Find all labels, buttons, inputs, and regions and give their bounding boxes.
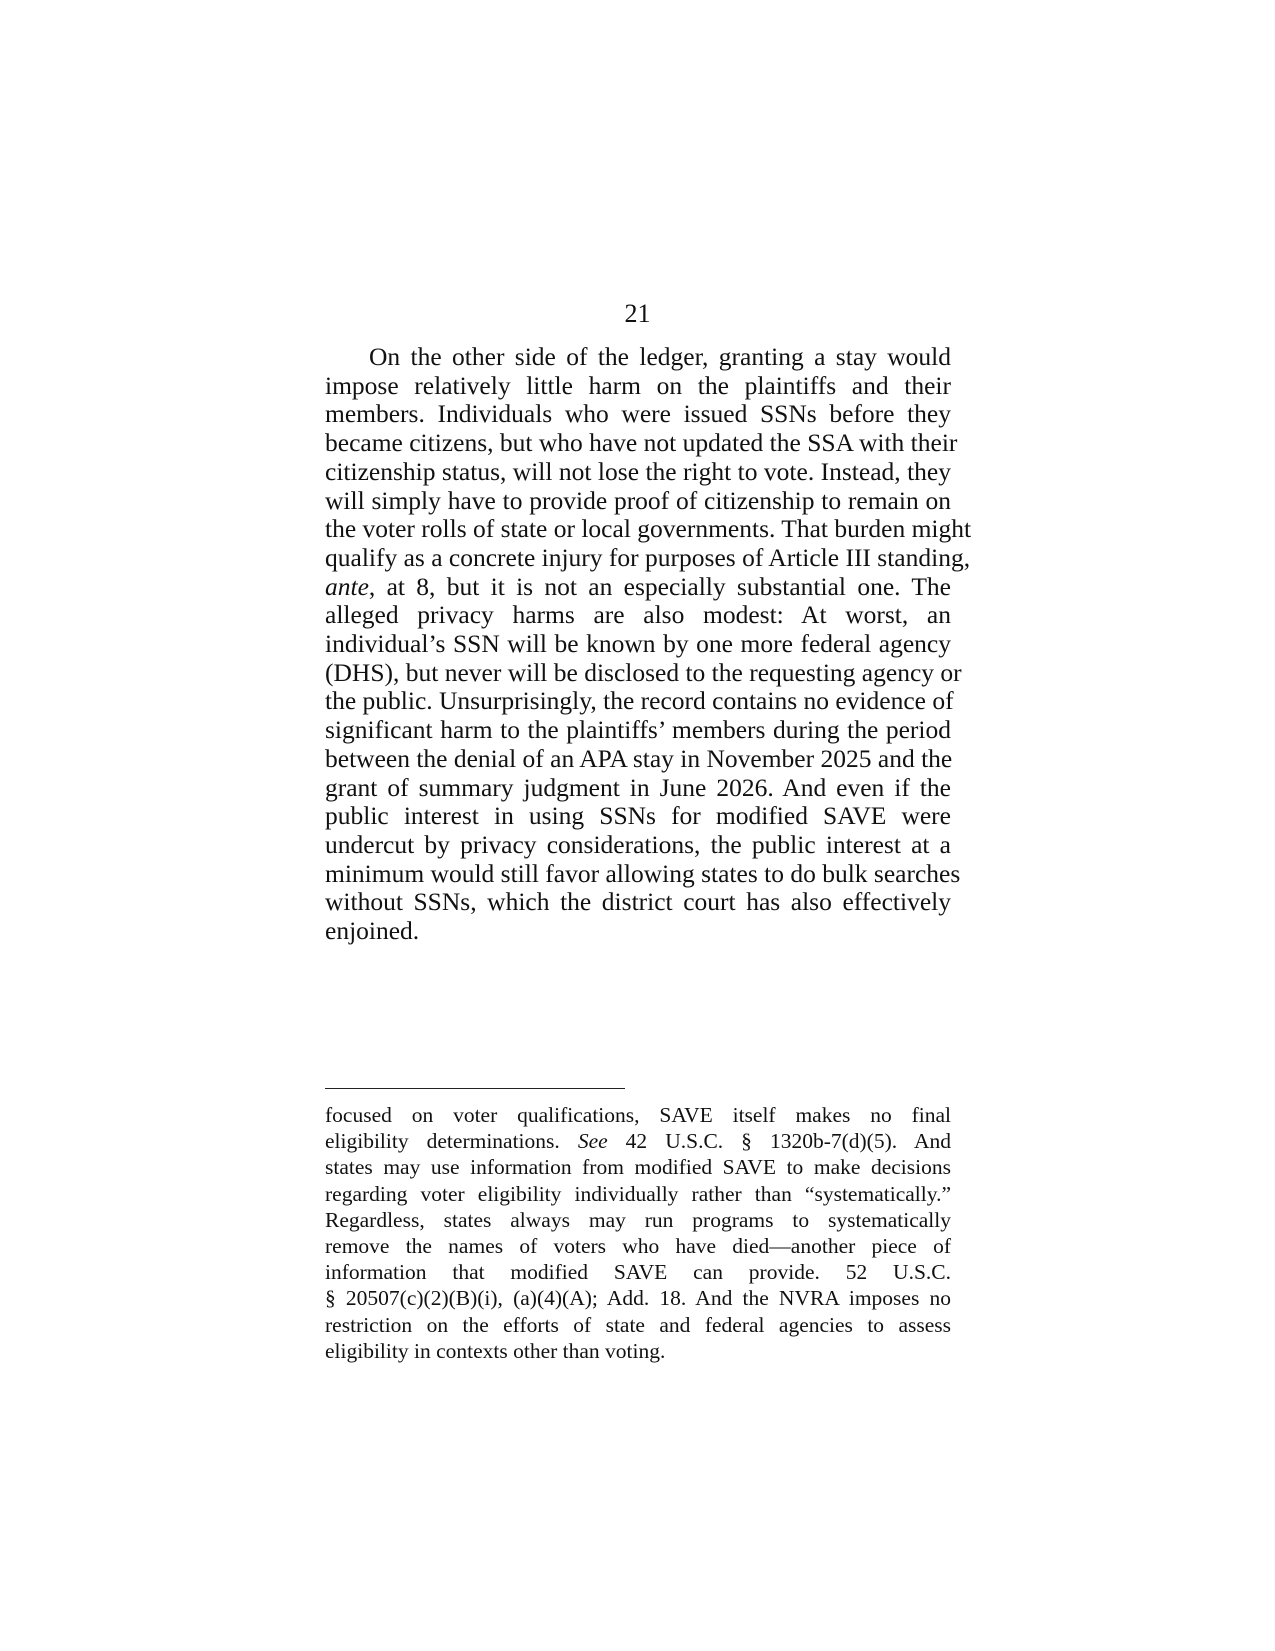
body-line: undercut by privacy considerations, the public interest at a: [325, 829, 951, 859]
body-line: On the other side of the ledger, granting a stay would: [369, 342, 951, 371]
footnote-line-start: eligibility determinations.: [325, 1129, 578, 1154]
body-line: (DHS), but never will be disclosed to the requesting agency or: [325, 657, 962, 687]
footnote-line: restriction on the efforts of state and federal agencies to assess: [325, 1312, 951, 1337]
body-line: enjoined.: [325, 916, 420, 946]
footnote-line: regarding voter eligibility individually rather than “systematically.”: [325, 1181, 951, 1206]
footnote-line: states may use information from modified SAVE to make decisions: [325, 1155, 951, 1180]
footnote: [325, 1102, 951, 1364]
footnote-line: information that modified SAVE can provide. 52 U.S.C.: [325, 1260, 951, 1285]
italic-ante: ante: [325, 571, 369, 601]
body-line: alleged privacy harms are also modest: At worst, an: [325, 600, 951, 630]
body-line: the voter rolls of state or local governments. That burden might: [325, 514, 972, 544]
body-line: the public. Unsurprisingly, the record contains no evidence of: [325, 686, 954, 716]
page-number: 21: [624, 299, 651, 328]
footnote-line-rest: 42 U.S.C. § 1320b-7(d)(5). And: [607, 1129, 951, 1154]
body-line-with-citation: [325, 573, 951, 602]
body-line: public interest in using SSNs for modified SAVE were: [325, 801, 951, 831]
body-line: will simply have to provide proof of citizenship to remain on: [325, 485, 951, 515]
body-line: became citizens, but who have not updated the SSA with their: [325, 428, 958, 458]
body-line: members. Individuals who were issued SSNs before they: [325, 399, 951, 429]
body-paragraph: [325, 342, 972, 946]
body-line: grant of summary judgment in June 2026. And even if the: [325, 772, 951, 802]
footnote-separator: [325, 1088, 625, 1089]
footnote-line: eligibility in contexts other than voting.: [325, 1338, 666, 1363]
footnote-line-with-signal: [325, 1128, 951, 1154]
body-line: citizenship status, will not lose the right to vote. Instead, they: [325, 456, 951, 486]
body-line: minimum would still favor allowing states to do bulk searches: [325, 858, 961, 888]
body-line-rest: , at 8, but it is not an especially substantial one. The: [368, 571, 951, 601]
body-line: individual’s SSN will be known by one more federal agency: [325, 629, 951, 659]
body-line: without SSNs, which the district court has also effectively: [325, 887, 951, 917]
footnote-line: focused on voter qualifications, SAVE itself makes no final: [325, 1103, 951, 1127]
italic-see: See: [577, 1129, 608, 1154]
body-line: significant harm to the plaintiffs’ members during the period: [325, 715, 951, 745]
footnote-line: § 20507(c)(2)(B)(i), (a)(4)(A); Add. 18. And the NVRA imposes no: [325, 1286, 951, 1311]
body-line: between the denial of an APA stay in November 2025 and the: [325, 743, 953, 773]
footnote-line: remove the names of voters who have died—another piece of: [325, 1234, 951, 1259]
body-line: impose relatively little harm on the plaintiffs and their: [325, 370, 951, 400]
body-line: qualify as a concrete injury for purposes of Article III standing,: [325, 542, 971, 572]
footnote-line: Regardless, states always may run programs to systematically: [325, 1207, 951, 1232]
